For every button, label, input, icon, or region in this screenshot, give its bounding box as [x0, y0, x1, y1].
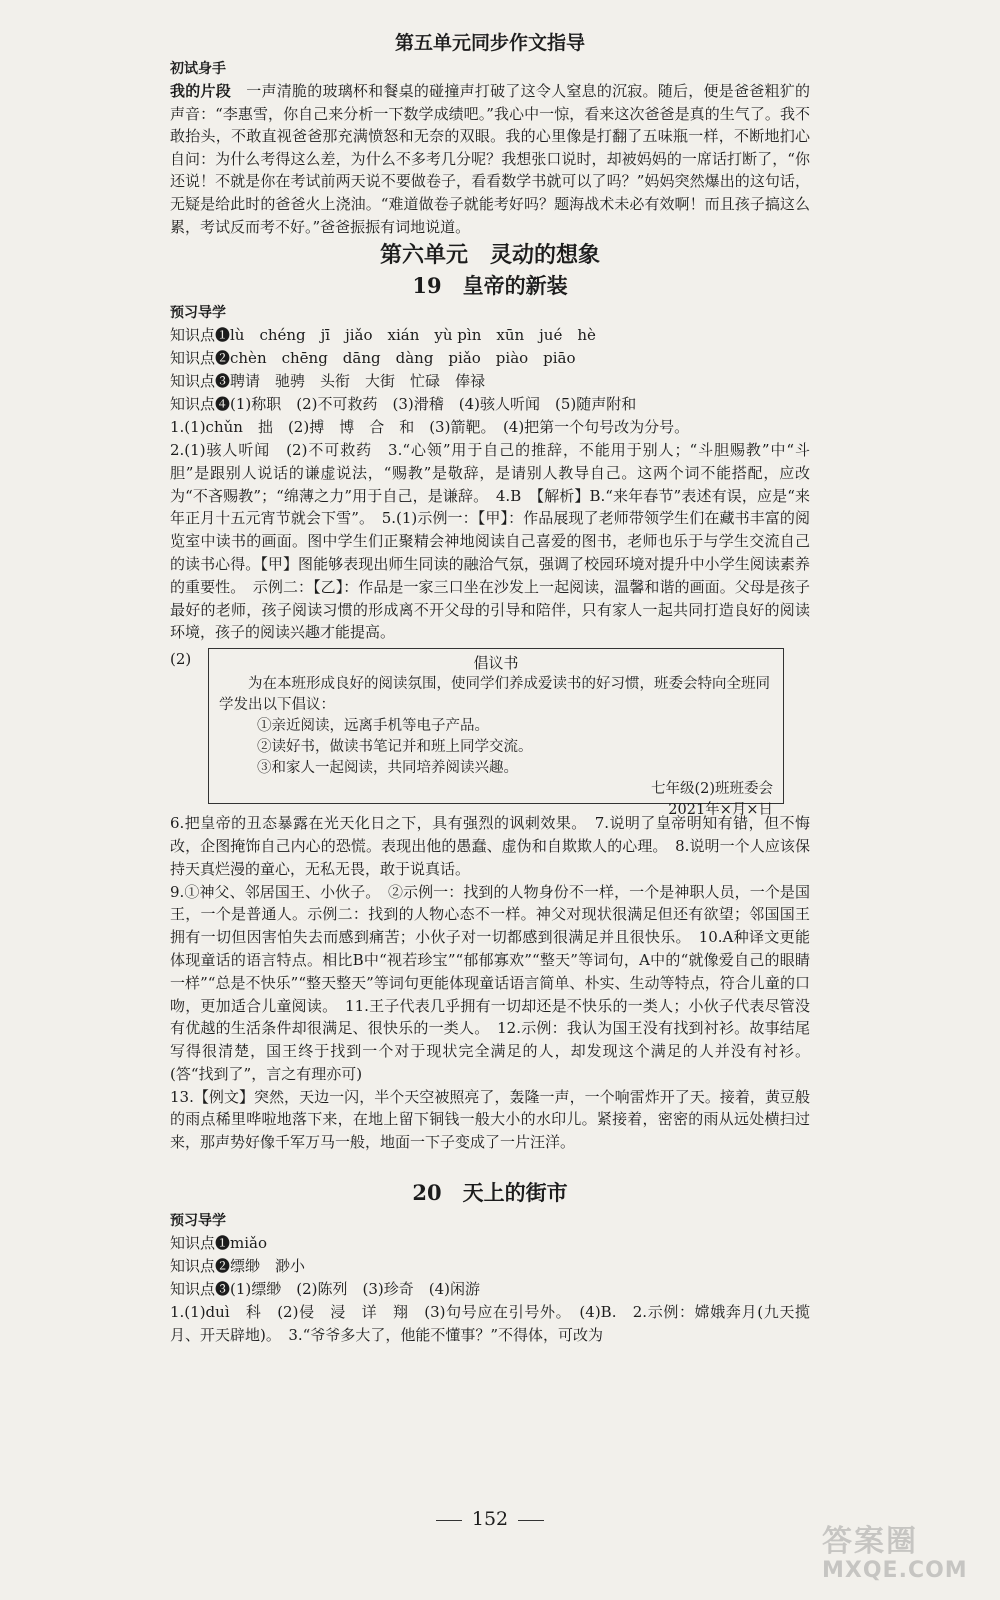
proposal-item: ①亲近阅读，远离手机等电子产品。: [257, 718, 489, 735]
unit5-title: 第五单元同步作文指导: [394, 32, 585, 54]
trial-label: 初试身手: [170, 61, 226, 77]
lesson19-knowledge-3: 知识点❸聘请 驰骋 头衔 大街 忙碌 俸禄: [170, 372, 486, 391]
lesson19-preview-label: 预习导学: [170, 305, 226, 322]
proposal-item: ③和家人一起阅读，共同培养阅读兴趣。: [257, 760, 518, 777]
page-content: [170, 28, 810, 1530]
proposal-section: [170, 648, 810, 819]
page-number: [170, 1508, 810, 1530]
lesson19-answer-2: 2.(1)骇人听闻 (2)不可救药 3.“心领”用于自己的推辞，不能用于别人；“斗胆赐教”中“斗胆”是跟别人说话的谦虚说法，“赐教”是敬辞，是请别人教导自己。这两个词不能搭配，应改为“不吝赐教”；“绵薄之力”用于自己，是谦辞。 4.B 【解析】B.“来年春节”表述有误，应是“来年正月十五元宵节就会下雪”。 5.(1)示例一：【甲】：作品展现了老师带领学生们在藏书丰富的阅览室中读书的画面。图中学生们正聚精会神地阅读自己喜爱的图书，老师也乐于与学生交流自己的读书心得。【甲】图能够表现出师生同读的融洽气氛，强调了校园环境对提升中小学生阅读素养的重要性。 示例二：【乙】：作品是一家三口坐在沙发上一起阅读，温馨和谐的画面。父母是孩子最好的老师，孩子阅读习惯的形成离不开父母的引导和陪伴，只有家人一起共同打造良好的阅读环境，孩子的阅读兴趣才能提高。: [170, 440, 810, 642]
lesson20-knowledge-2: 知识点❷缥缈 渺小: [170, 1257, 306, 1276]
page-number-dash: [436, 1520, 462, 1521]
watermark-url: MXQE.COM: [822, 1558, 968, 1583]
lesson19-knowledge-1: 知识点❶lù chéng jī jiǎo xián yù pìn xūn jué hè: [170, 326, 596, 345]
lesson19-answer-4: 9.①神父、邻居国王、小伙子。 ②示例一：找到的人物身份不一样，一个是神职人员，一个是国王，一个是普通人。示例二：找到的人物心态不一样。神父对现状很满足但还有欲望；邻国国王拥有一切但因害怕失去而感到痛苦；小伙子对一切都感到很满足并且很快乐。 10.A种译文更能体现童话的语言特点。相比B中“视若珍宝”“郁郁寡欢”“整天”等词句，A中的“就像爱自己的眼睛一样”“总是不快乐”“整天整天”等词句更能体现童话语言简单、朴实、生动等特点，符合儿童的口吻，更加适合儿童阅读。 11.王子代表几乎拥有一切却还是不快乐的一类人；小伙子代表尽管没有优越的生活条件却很满足、很快乐的一类人。 12.示例：我认为国王没有找到衬衫。故事结尾写得很清楚，国王终于找到一个对于现状完全满足的人，却发现这个满足的人并没有衬衫。(答“找到了”，言之有理亦可): [170, 882, 810, 1083]
lesson19-answer-3: 6.把皇帝的丑态暴露在光天化日之下，具有强烈的讽刺效果。 7.说明了皇帝明知有错，但不悔改，企图掩饰自己内心的恐慌。表现出他的愚蠢、虚伪和自欺欺人的心理。 8.说明一个人应该保持天真烂漫的童心，无私无畏，敢于说真话。: [170, 814, 810, 878]
lesson19-title: 19 皇帝的新装: [412, 273, 568, 299]
lesson19-knowledge-4: 知识点❹(1)称职 (2)不可救药 (3)滑稽 (4)骇人听闻 (5)随声附和: [170, 395, 637, 414]
lesson20-knowledge-1: 知识点❶miǎo: [170, 1234, 267, 1253]
page-number-text: 152: [471, 1508, 509, 1530]
lesson19-answer-5: 13.【例文】突然，天边一闪，半个天空被照亮了，轰隆一声，一个响雷炸开了天。接着，黄豆般的雨点稀里哗啦地落下来，在地上留下铜钱一般大小的水印儿。紧接着，密密的雨从远处横扫过来，那声势好像千军万马一般，地面一下子变成了一片汪洋。: [170, 1087, 810, 1152]
proposal-box: [208, 648, 784, 819]
lesson20-preview-label: 预习导学: [170, 1213, 226, 1230]
lesson20-knowledge-3: 知识点❸(1)缥缈 (2)陈列 (3)珍奇 (4)闲游: [170, 1280, 480, 1299]
fragment-label: 我的片段: [170, 82, 231, 100]
lesson19-knowledge-2: 知识点❷chèn chēng dāng dàng piǎo piào piāo: [170, 349, 576, 368]
site-watermark: [822, 1516, 972, 1588]
proposal-number: (2): [170, 650, 192, 669]
proposal-signer: 七年级(2)班班委会: [650, 781, 773, 798]
fragment-text: 一声清脆的玻璃杯和餐桌的碰撞声打破了这令人窒息的沉寂。随后，便是爸爸粗犷的声音：“李惠雪，你自己来分析一下数学成绩吧。”我心中一惊，看来这次爸爸是真的生气了。我不敢抬头，不敢直视爸爸那充满愤怒和无奈的双眼。我的心里像是打翻了五味瓶一样，不断地扪心自问：为什么考得这么差，为什么不多考几分呢？我想张口说时，却被妈妈的一席话打断了，“你还说！不就是你在考试前两天说不要做卷子，看看数学书就可以了吗？”妈妈突然爆出的这句话，无疑是给此时的爸爸火上浇油。“难道做卷子就能考好吗？题海战术未必有效啊！而且孩子搞这么累，考试反而考不好。”爸爸振振有词地说道。: [170, 82, 810, 236]
watermark-logo-text: 答案圈: [822, 1524, 918, 1559]
fragment-paragraph: [170, 80, 810, 238]
proposal-date: 2021年×月×日: [668, 802, 773, 819]
proposal-body: 为在本班形成良好的阅读氛围，使同学们养成爱读书的好习惯，班委会特向全班同学发出以下倡议：: [219, 676, 770, 714]
page-number-dash: [518, 1520, 544, 1521]
unit6-title: 第六单元 灵动的想象: [379, 242, 600, 269]
lesson20-answer-1: 1.(1)duì 科 (2)侵 浸 详 翔 (3)句号应在引号外。 (4)B. 2.示例：嫦娥奔月(九天揽月、开天辟地)。 3.“爷爷多大了，他能不懂事？”不得体，可改为: [170, 1303, 810, 1344]
proposal-title: 倡议书: [473, 654, 519, 673]
lesson20-title: 20 天上的街市: [412, 1180, 568, 1206]
lesson19-answer-1: 1.(1)chǔn 拙 (2)搏 博 合 和 (3)箭靶。 (4)把第一个句号改为分号。: [170, 418, 690, 437]
proposal-item: ②读好书，做读书笔记并和班上同学交流。: [257, 739, 533, 756]
